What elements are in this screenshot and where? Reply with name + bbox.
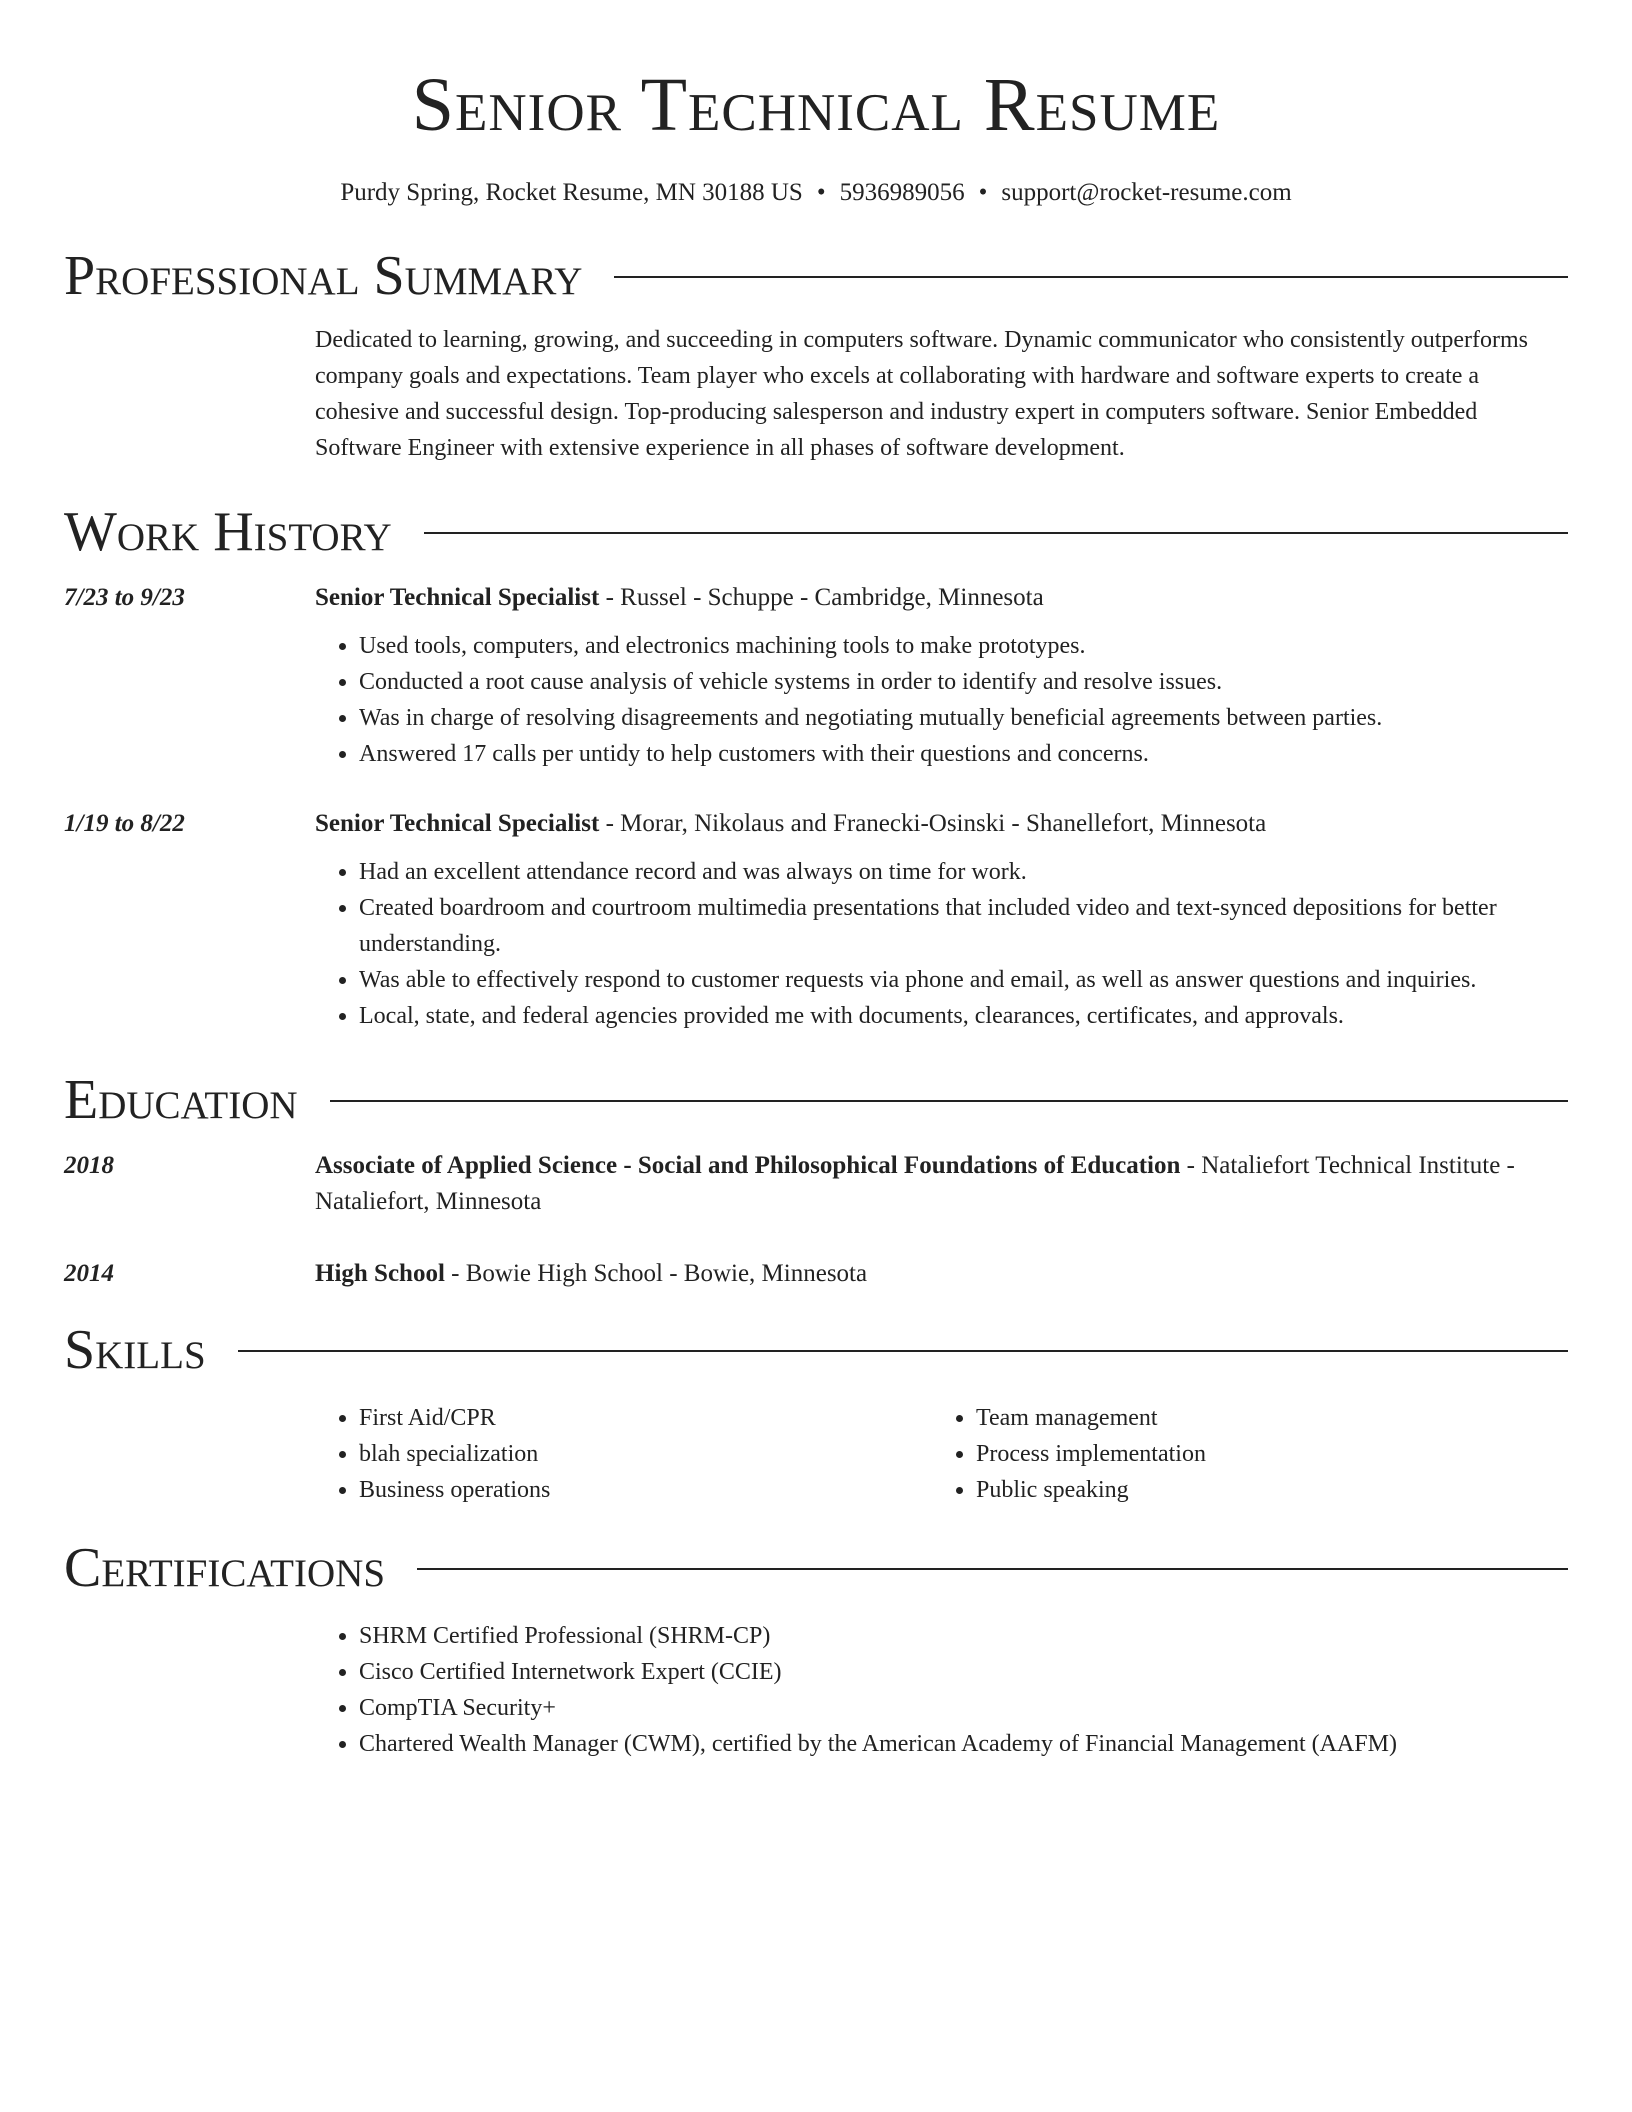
- job-bullets: [315, 628, 1568, 772]
- certification-item: • SHRM Certified Professional (SHRM-CP): [359, 1618, 1568, 1654]
- skill-item: • Process implementation: [976, 1436, 1549, 1472]
- contact-address: Purdy Spring, Rocket Resume, MN 30188 US: [340, 179, 803, 206]
- education-year: 2014: [64, 1260, 114, 1287]
- summary-text: Dedicated to learning, growing, and succeeding in computers software. Dynamic communicator who consistently outperforms company goals and expectations. Team player who excels at collaborating with hardware and software experts to create a cohesive and successful design. Top-producing salesperson and industry expert in computers software. Senior Embedded Software Engineer with extensive experience in all phases of software development.: [315, 327, 1528, 461]
- education-content: [315, 1148, 1568, 1220]
- summary-header: [64, 238, 1568, 314]
- certifications-title: Certifications: [64, 1537, 386, 1599]
- job-entry: [64, 806, 1568, 1034]
- job-position: Senior Technical Specialist: [315, 584, 600, 611]
- skill-item: • Team management: [976, 1400, 1549, 1436]
- section-divider: [614, 276, 1568, 278]
- education-section: [64, 1062, 1568, 1292]
- education-details: - Nataliefort Technical Institute - Nataliefort, Minnesota: [315, 1152, 1515, 1215]
- work-header: [64, 494, 1568, 570]
- job-bullet: • Answered 17 calls per untidy to help customers with their questions and concerns.: [359, 736, 1568, 772]
- job-heading: [315, 806, 1568, 842]
- section-divider: [417, 1568, 1568, 1570]
- section-divider: [238, 1350, 1568, 1352]
- job-bullet: • Conducted a root cause analysis of vehicle systems in order to identify and resolve issues.: [359, 664, 1568, 700]
- education-title: Education: [64, 1069, 298, 1131]
- education-header: [64, 1062, 1568, 1138]
- job-details: - Russel - Schuppe - Cambridge, Minnesota: [599, 584, 1044, 611]
- job-details: - Morar, Nikolaus and Franecki-Osinski - Shanellefort, Minnesota: [599, 810, 1267, 837]
- job-bullet: • Had an excellent attendance record and was always on time for work.: [359, 854, 1568, 890]
- job-dates: 1/19 to 8/22: [64, 810, 185, 837]
- education-year: 2018: [64, 1152, 114, 1179]
- certifications-header: [64, 1530, 1568, 1606]
- contact-separator: •: [816, 179, 826, 206]
- job-dates: 7/23 to 9/23: [64, 584, 185, 611]
- education-degree: High School: [315, 1260, 445, 1287]
- section-divider: [330, 1100, 1568, 1102]
- certifications-section: [64, 1530, 1568, 1762]
- work-title: Work History: [64, 501, 392, 563]
- certification-item: • CompTIA Security+: [359, 1690, 1568, 1726]
- resume-name: Senior Technical Resume: [411, 63, 1221, 147]
- job-heading: [315, 580, 1568, 616]
- skill-item: • First Aid/CPR: [359, 1400, 932, 1436]
- certification-item: • Cisco Certified Internetwork Expert (CCIE): [359, 1654, 1568, 1690]
- job-bullet: • Local, state, and federal agencies provided me with documents, clearances, certificates, and approvals.: [359, 998, 1568, 1034]
- education-entry: [64, 1148, 1568, 1220]
- job-content: [315, 806, 1568, 1034]
- skill-item: • Business operations: [359, 1472, 932, 1508]
- contact-line: [64, 176, 1568, 210]
- job-bullet: • Was able to effectively respond to customer requests via phone and email, as well as answer questions and inquiries.: [359, 962, 1568, 998]
- skills-column-right: [932, 1400, 1549, 1508]
- skills-list: [315, 1400, 1568, 1508]
- skill-item: • Public speaking: [976, 1472, 1549, 1508]
- education-details: - Bowie High School - Bowie, Minnesota: [444, 1260, 868, 1287]
- summary-title: Professional Summary: [64, 245, 583, 307]
- contact-separator: •: [978, 179, 988, 206]
- summary-section: [64, 238, 1568, 466]
- job-content: [315, 580, 1568, 772]
- education-entry: [64, 1256, 1568, 1292]
- contact-email: support@rocket-resume.com: [1001, 179, 1292, 206]
- job-bullet: • Created boardroom and courtroom multimedia presentations that included video and text-synced depositions for better understanding.: [359, 890, 1568, 962]
- work-section: [64, 494, 1568, 1034]
- skills-title: Skills: [64, 1319, 206, 1381]
- skills-column-left: [315, 1400, 932, 1508]
- education-degree: Associate of Applied Science - Social and Philosophical Foundations of Education: [315, 1152, 1181, 1179]
- skill-item: • blah specialization: [359, 1436, 932, 1472]
- job-entry: [64, 580, 1568, 772]
- certifications-items: [315, 1618, 1568, 1762]
- certification-item: • Chartered Wealth Manager (CWM), certified by the American Academy of Financial Management (AAFM): [359, 1726, 1568, 1762]
- contact-phone: 5936989056: [839, 179, 965, 206]
- certifications-list: [315, 1618, 1568, 1762]
- job-bullets: [315, 854, 1568, 1034]
- job-position: Senior Technical Specialist: [315, 810, 600, 837]
- skills-section: [64, 1312, 1568, 1508]
- education-content: [315, 1256, 1568, 1292]
- job-bullet: • Used tools, computers, and electronics machining tools to make prototypes.: [359, 628, 1568, 664]
- section-divider: [424, 532, 1568, 534]
- job-bullet: • Was in charge of resolving disagreements and negotiating mutually beneficial agreements between parties.: [359, 700, 1568, 736]
- skills-header: [64, 1312, 1568, 1388]
